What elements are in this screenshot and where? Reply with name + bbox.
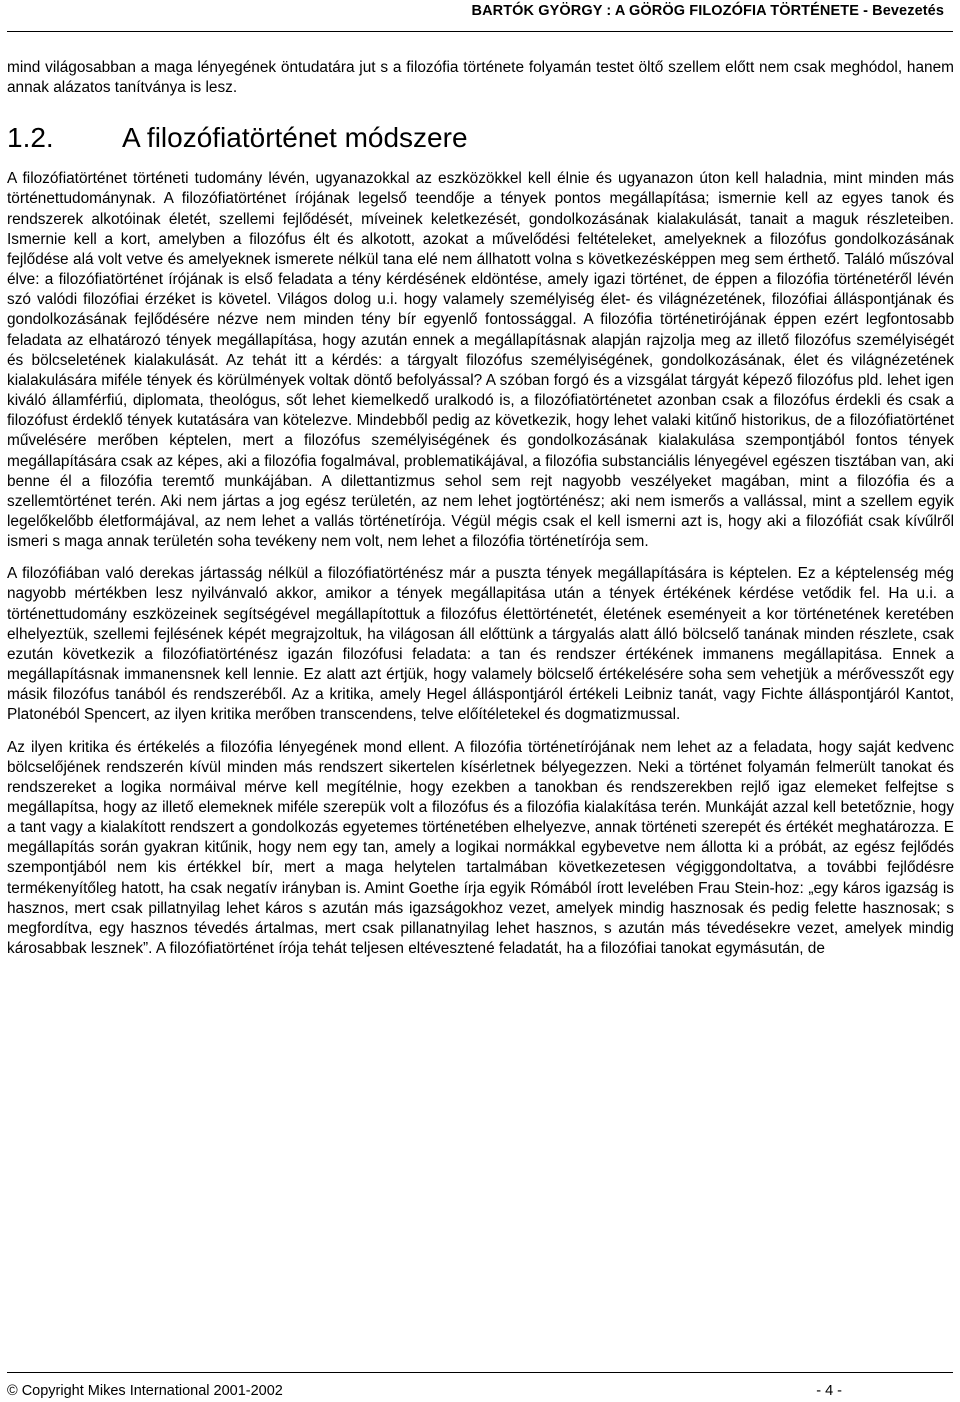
header-title: BARTÓK GYÖRGY : A GÖRÖG FILOZÓFIA TÖRTÉNETE - Bevezetés [471,3,944,19]
body-paragraph-1: A filozófiatörténet történeti tudomány lévén, ugyanazokkal az eszközökkel kell élnie és ugyanazon úton kell haladnia, mint minden más történettudománynak. A filozófiatörténet írójának legelső teendője a tények pontos megállapítása; ismernie kell az egyes tanok és rendszerek alkotóinak életét, szellemi fejlődését, míveinek keletkezését, gondolkozásának kialakulását, tanait a maguk részleteiben. Ismernie kell a kort, amelyben a filozófus élt és alkotott, azokat a művelődési feltételeket, amelyeknek a filozófus gondolkozásának fejlődése alá volt vetve és amelyeknek ismerete nélkül tana elé nem állhatott volna s következésképpen meg sem érthető. Találó műszóval élve: a filozófiatörténet írójának is első feladata a tény kérdésének eldöntése, amely igazi történet, de éppen a filozófia történetéről lévén szó valódi filozófiai érzéket is követel. Világos dolog u.i. hogy valamely személyiség élet- és világnézetének, filozófiai álláspontjának és gondolkozásának fejlődésére nézve nem minden tény bír egyenlő fontossággal. A filozófia történetirójának éppen ezért legfontosabb feladata az elhatározó tények megállapítása, hogy azután ennek a megállapításnak alapján rajzolja meg az illető filozófus személyiségét és bölcseletének kialakulását. Az tehát itt a kérdés: a tárgyalt filozófus személyiségének, gondolkozásának, élet és világnézetének kialakulására miféle tények és körülmények voltak döntő befolyással? A szóban forgó és a vizsgálat tárgyát képező filozófus pld. lehet igen kiváló államférfiú, diplomata, theológus, sőt lehet kiemelkedő uralkodó is, a filozófiatörténetet azonban csak a filozófus érdekli és csak a filozófust érdeklő tények kutatására van kötelezve. Mindebből pedig az következik, hogy lehet valaki kitűnő historikus, de a filozófiatörténet művelésére merőben képtelen, mert a filozófus személyiségének és gondolkozásának kialakulása szempontjából fontos tények megállapítására csak az képes, aki a filozófia fogalmával, problematikájával, a filozófia substanciális lényegével egészen tisztában van, aki benne él a filozófia teremtő munkájában. A dilettantizmus sehol sem rejt nagyobb veszélyeket magában, mint a filozófia és a szellemtörténet terén. Aki nem jártas a jog egész területén, az nem lehet jogtörténész; aki nem ismerős a vallással, mint a szellem egyik legelőkelőbb életformájával, az nem lehet a vallás történetírója. Végül mégis csak el kell ismerni azt is, hogy aki a filozófiát csak kívűlről ismeri s maga annak területén soha tevékeny nem volt, nem lehet a filozófia történetírója sem. [7,170,954,551]
page-content [7,58,954,959]
footer-page-number: - 4 - [816,1383,842,1399]
section-title: A filozófiatörténet módszere [122,122,468,154]
page-header [0,0,960,27]
intro-paragraph: mind világosabban a maga lényegének öntudatára jut s a filozófia története folyamán testet öltő szellem előtt nem csak meghódol, hanem annak alázatos tanítványa is lesz. [7,59,954,97]
footer-divider [7,1372,953,1373]
footer-copyright: © Copyright Mikes International 2001-2002 [7,1383,283,1399]
body-paragraph-3: Az ilyen kritika és értékelés a filozófia lényegének mond ellent. A filozófia történetírójának nem lehet az a feladata, hogy saját kedvenc bölcselőjének rendszerén kívül minden más rendszert sikertelen kísérletnek bélyegezzen. Neki a történet folyamán felmerült tanokat és rendszereket a logika normáival mérve kell megítélnie, hogy ezekben a tanokban és rendszerekben rejlő igaz elemeket felfejtse s megállapítsa, hogy az illető elemeknek miféle szerepük volt a filozófus és a filozófia kialakítása terén. Munkáját azzal kell betetőznie, hogy a tant vagy a kialakított rendszert a gondolkozás egyetemes történetében elhelyezve, annak történeti szerepét és értékét meghatározza. E megállapítás során gyakran kitűnik, hogy nem egy tan, amely a logikai normákkal egybevetve nem állotta ki a próbát, az egész fejlődés szempontjából nem kis értékkel bír, mert a maga helytelen tartalmában következetesen végiggondoltatva, a további fejlődésre termékenyítőleg hatott, ha csak negatív irányban is. Amint Goethe írja egyik Rómából írott levelében Frau Stein-hoz: „egy káros igazság is hasznos, mert csak pillatnyilag lehet káros s azután más igazságokhoz vezet, amelyek mindig hasznosak és pedig felette hasznosak; s megfordítva, egy hasznos tévedés ártalmas, mert csak pillanatnyilag lehet hasznos, s azután más tévedésekre vezet, amelyek mindig károsabbak lesznek”. A filozófiatörténet írója tehát teljesen eltévesztené feladatát, ha a filozófiai tanokat egymásután, de [7,738,954,958]
body-paragraph-2: A filozófiában való derekas jártasság nélkül a filozófiatörténész már a puszta tények megállapítására is képtelen. Ez a képtelenség még nagyobb mértékben lesz nyilvánvaló akkor, amikor a tények megállapitása után a tények értékének kérdése vetődik fel. Ha u.i. a történettudomány eszközeinek segítségével megállapítottuk a filozófus élettörténetét, életének eseményeit a kor történetének keretében elhelyeztük, szellemi fejlésének képét megrajzoltuk, ha világosan áll előttünk a tárgyalás alatt álló bölcselő tanának minden részlete, csak ezután következik a filozófiatörténész igazán filozófusi feladata: a tan és rendszer értékének immanens megállapitása. Ennek a megállapításnak immanensnek kell lennie. Ez alatt azt értjük, hogy valamely bölcselő értékelésére soha sem vehetjük a mérővesszőt egy másik filozófus tanából és rendszeréből. Az a kritika, amely Hegel álláspontjáról értékeli Leibniz tanát, vagy Fichte álláspontjáról Kantot, Platonéból Spencert, az ilyen kritika merőben transcendens, telve előítéletekel és dogmatizmussal. [7,565,954,724]
section-heading [7,118,954,158]
header-divider [7,31,953,32]
section-number: 1.2. [7,122,54,154]
